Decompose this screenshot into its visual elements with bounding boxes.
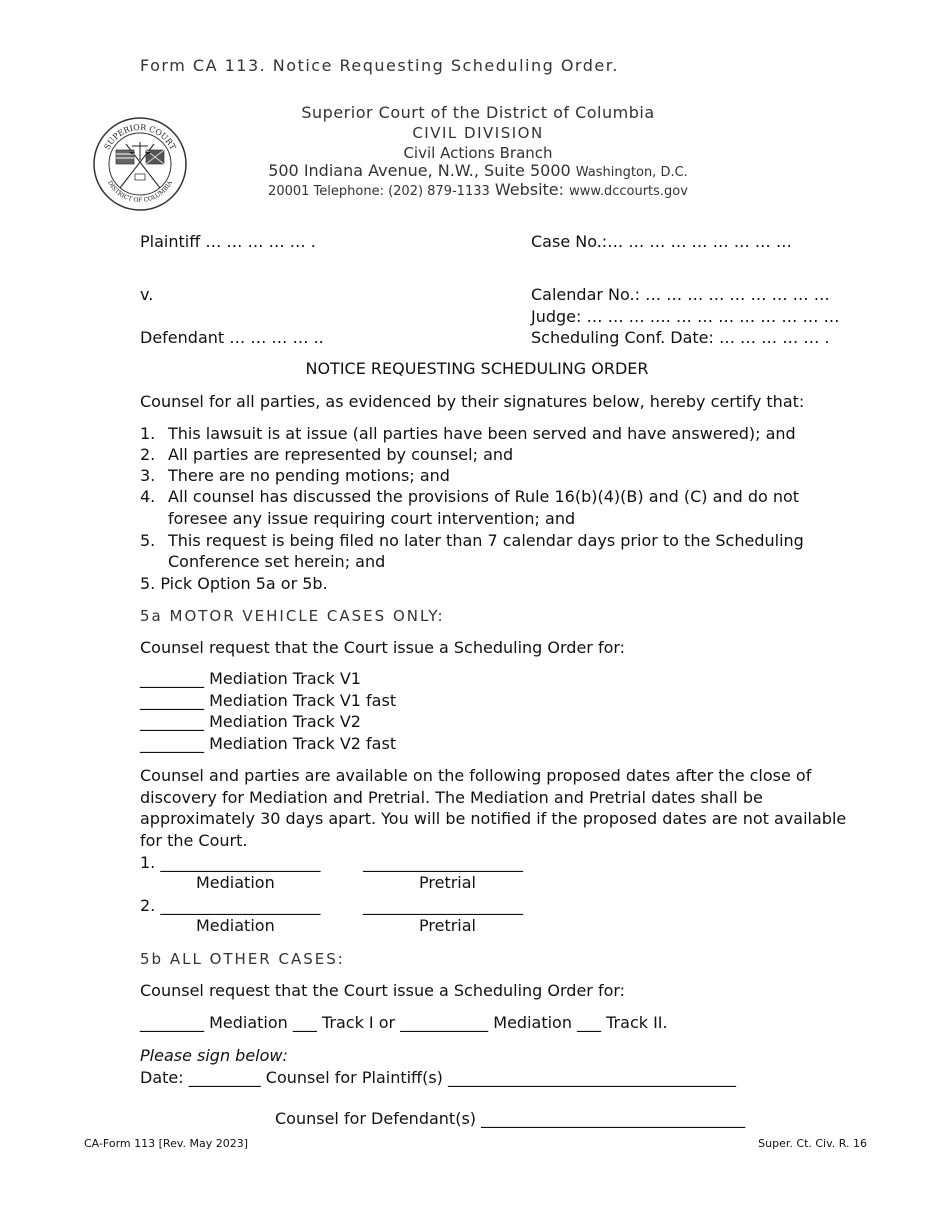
address-street: 500 Indiana Avenue, N.W., Suite 5000 — [268, 161, 571, 180]
defendant-field[interactable]: Defendant … … … … .. — [140, 328, 324, 347]
track-v2-fast-option[interactable]: ________ Mediation Track V2 fast — [140, 734, 397, 753]
dates-para-line3: approximately 30 days apart. You will be notified if the proposed dates are not available — [140, 809, 847, 828]
plaintiff-signature-line[interactable]: Date: _________ Counsel for Plaintiff(s) ____________________________________ — [140, 1068, 736, 1087]
mediation-label-1: Mediation — [196, 873, 275, 892]
website-label: Website: — [494, 180, 565, 199]
track-v2-option[interactable]: ________ Mediation Track V2 — [140, 712, 361, 731]
zip-telephone: 20001 Telephone: (202) 879-1133 — [268, 184, 490, 199]
calendar-no-field[interactable]: Calendar No.: … … … … … … … … … — [531, 285, 830, 304]
pretrial-label-1: Pretrial — [419, 873, 476, 892]
section-5a-heading: 5a MOTOR VEHICLE CASES ONLY: — [140, 607, 445, 625]
dates-para-line4: for the Court. — [140, 831, 248, 850]
defendant-signature-line[interactable]: Counsel for Defendant(s) _________________________________ — [275, 1109, 746, 1128]
track-v1-option[interactable]: ________ Mediation Track V1 — [140, 669, 361, 688]
mediation-date-1[interactable]: 1. ____________________ — [140, 853, 321, 872]
dates-para-line2: discovery for Mediation and Pretrial. The Mediation and Pretrial dates shall be — [140, 788, 763, 807]
plaintiff-field[interactable]: Plaintiff … … … … … . — [140, 232, 316, 251]
item-5-text-line2: Conference set herein; and — [168, 552, 386, 571]
pretrial-label-2: Pretrial — [419, 916, 476, 935]
scheduling-conf-date-field[interactable]: Scheduling Conf. Date: … … … … … . — [531, 328, 830, 347]
item-5-num: 5. — [140, 531, 156, 550]
item-3-text: There are no pending motions; and — [168, 466, 450, 485]
notice-title: NOTICE REQUESTING SCHEDULING ORDER — [305, 359, 649, 378]
section-5b-track-line[interactable]: ________ Mediation ___ Track I or ___________ Mediation ___ Track II. — [140, 1013, 668, 1032]
civil-actions-branch: Civil Actions Branch — [403, 144, 553, 162]
section-5a-request: Counsel request that the Court issue a Scheduling Order for: — [140, 638, 626, 657]
section-5b-heading: 5b ALL OTHER CASES: — [140, 950, 345, 968]
track-v1-fast-option[interactable]: ________ Mediation Track V1 fast — [140, 691, 397, 710]
footer-form-id: CA-Form 113 [Rev. May 2023] — [84, 1137, 249, 1150]
court-seal-icon — [92, 116, 188, 212]
please-sign-label: Please sign below: — [140, 1046, 288, 1065]
item-2-num: 2. — [140, 445, 156, 464]
item-5-text-line1: This request is being filed no later than 7 calendar days prior to the Scheduling — [168, 531, 804, 550]
judge-field[interactable]: Judge: … … … …. … … … … … … … … — [531, 307, 840, 326]
court-contact — [268, 180, 688, 199]
item-1-text: This lawsuit is at issue (all parties have been served and have answered); and — [168, 424, 796, 443]
court-name: Superior Court of the District of Columbia — [301, 103, 655, 122]
item-4-text-line1: All counsel has discussed the provisions of Rule 16(b)(4)(B) and (C) and do not — [168, 487, 800, 506]
court-address — [268, 161, 688, 180]
mediation-label-2: Mediation — [196, 916, 275, 935]
website-link[interactable]: www.dccourts.gov — [569, 184, 688, 199]
pretrial-date-1[interactable]: ____________________ — [363, 853, 523, 872]
pick-option: 5. Pick Option 5a or 5b. — [140, 574, 328, 593]
seal-top-text: SUPERIOR COURT — [102, 122, 178, 152]
versus-label: v. — [140, 285, 154, 304]
address-city: Washington, D.C. — [575, 165, 688, 180]
form-title: Form CA 113. Notice Requesting Scheduling Order. — [140, 56, 619, 75]
item-4-text-line2: foresee any issue requiring court intervention; and — [168, 509, 576, 528]
seal-bottom-text: DISTRICT OF COLUMBIA — [106, 179, 174, 205]
dates-para-line1: Counsel and parties are available on the following proposed dates after the close of — [140, 766, 812, 785]
item-3-num: 3. — [140, 466, 156, 485]
item-2-text: All parties are represented by counsel; and — [168, 445, 514, 464]
footer-rule: Super. Ct. Civ. R. 16 — [758, 1137, 867, 1150]
item-4-num: 4. — [140, 487, 156, 506]
civil-division: CIVIL DIVISION — [412, 124, 544, 142]
case-no-field[interactable]: Case No.:… … … … … … … … … — [531, 232, 792, 251]
section-5b-request: Counsel request that the Court issue a Scheduling Order for: — [140, 981, 626, 1000]
mediation-date-2[interactable]: 2. ____________________ — [140, 896, 321, 915]
intro-text: Counsel for all parties, as evidenced by their signatures below, hereby certify that: — [140, 392, 805, 411]
item-1-num: 1. — [140, 424, 156, 443]
pretrial-date-2[interactable]: ____________________ — [363, 896, 523, 915]
